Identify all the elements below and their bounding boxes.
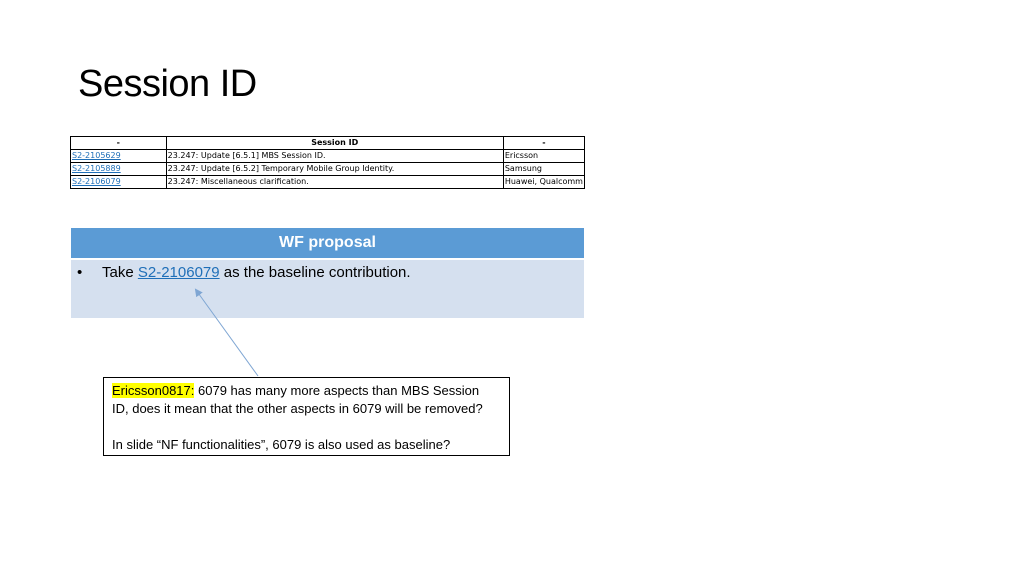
table-cell-source: Samsung bbox=[503, 163, 584, 176]
doc-link[interactable]: S2-2105629 bbox=[72, 151, 121, 160]
bullet-icon: • bbox=[77, 264, 83, 281]
table-header-session-id: Session ID bbox=[166, 137, 503, 150]
wf-prefix: Take bbox=[102, 264, 138, 281]
reviewer-comment-box bbox=[103, 377, 510, 456]
wf-suffix: as the baseline contribution. bbox=[219, 264, 411, 281]
comment-line-3: In slide “NF functionalities”, 6079 is also used as baseline? bbox=[112, 437, 451, 452]
table-header-doc: - bbox=[71, 137, 167, 150]
table-cell-desc: 23.247: Update [6.5.1] MBS Session ID. bbox=[166, 150, 503, 163]
baseline-doc-link[interactable]: S2-2106079 bbox=[137, 264, 220, 281]
table-cell-desc: 23.247: Miscellaneous clarification. bbox=[166, 176, 503, 189]
table-header-source: - bbox=[503, 137, 584, 150]
wf-proposal-header: WF proposal bbox=[71, 228, 584, 258]
comment-text-1: 6079 has many more aspects than MBS Session bbox=[194, 383, 480, 398]
slide-title: Session ID bbox=[78, 63, 257, 105]
doc-link[interactable]: S2-2106079 bbox=[72, 177, 121, 186]
table-cell-source: Huawei, Qualcomm bbox=[503, 176, 584, 189]
table-cell-source: Ericsson bbox=[503, 150, 584, 163]
comment-line-2: ID, does it mean that the other aspects in 6079 will be removed? bbox=[112, 401, 483, 416]
comment-author: Ericsson0817: bbox=[112, 383, 195, 398]
table-cell-desc: 23.247: Update [6.5.2] Temporary Mobile Group Identity. bbox=[166, 163, 503, 176]
doc-link[interactable]: S2-2105889 bbox=[72, 164, 121, 173]
comment-line-1 bbox=[112, 382, 509, 400]
